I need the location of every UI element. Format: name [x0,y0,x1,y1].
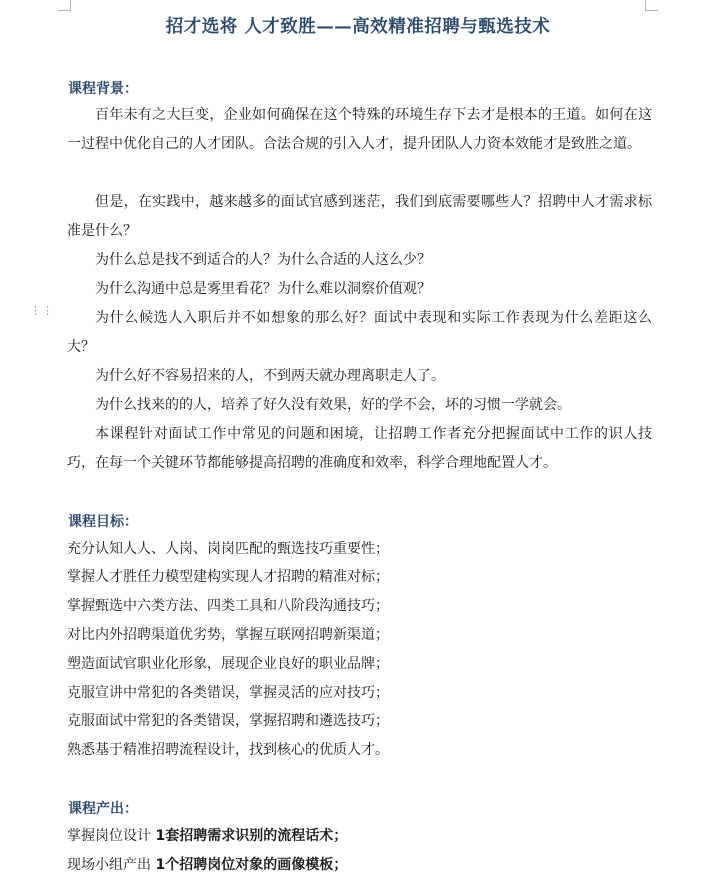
background-heading: 课程背景： [68,81,138,97]
outputs-heading: 课程产出： [68,801,138,817]
background-paragraph: 为什么候选人入职后并不如想象的那么好？面试中表现和实际工作表现为什么差距这么大？ [67,310,652,355]
goal-item: 掌握人才胜任力模型建构实现人才招聘的精准对标； [67,569,389,585]
drag-handle-icon[interactable]: ⋮⋮ [30,304,54,317]
background-paragraph: 但是，在实践中，越来越多的面试官感到迷茫，我们到底需要哪些人？招聘中人才需求标准是什么？ [67,194,652,239]
output-item-bold: 1套招聘需求识别的流程话术； [155,828,348,844]
background-paragraph: 为什么沟通中总是雾里看花？为什么难以洞察价值观？ [95,281,431,297]
output-item [67,826,347,846]
goal-item: 克服宣讲中常犯的各类错误，掌握灵活的应对技巧； [67,685,389,701]
background-paragraph: 为什么总是找不到适合的人？为什么合适的人这么少？ [95,252,431,268]
output-item-bold: 1个招聘岗位对象的画像模板； [155,857,348,873]
goal-item: 塑造面试官职业化形象，展现企业良好的职业品牌； [67,656,389,672]
page-corner-mark-left [58,0,71,11]
goal-item: 克服面试中常犯的各类错误，掌握招聘和遴选技巧； [67,713,389,729]
goal-item: 对比内外招聘渠道优劣势，掌握互联网招聘新渠道； [67,627,389,643]
goal-item: 充分认知人人、人岗、岗岗匹配的甄选技巧重要性； [67,541,389,557]
goal-item: 掌握甄选中六类方法、四类工具和八阶段沟通技巧； [67,598,389,614]
background-paragraph: 为什么好不容易招来的人，不到两天就办理离职走人了。 [95,368,445,384]
background-paragraph: 本课程针对面试工作中常见的问题和困境，让招聘工作者充分把握面试中工作的识人技巧，在每一个关键环节都能够提高招聘的准确度和效率，科学合理地配置人才。 [67,426,652,471]
output-item-prefix: 现场小组产出 [67,857,156,873]
goals-heading: 课程目标： [68,514,138,530]
document-title: 招才选将 人才致胜——高效精准招聘与甄选技术 [165,17,551,37]
output-item-prefix: 掌握岗位设计 [67,828,156,844]
output-item [67,855,347,875]
goal-item: 熟悉基于精准招聘流程设计，找到核心的优质人才。 [67,742,389,758]
background-paragraph: 为什么找来的的人，培养了好久没有效果，好的学不会，坏的习惯一学就会。 [95,397,571,413]
page-corner-mark-right [645,0,658,11]
background-paragraph: 百年未有之大巨变，企业如何确保在这个特殊的环境生存下去才是根本的王道。如何在这一过程中优化自己的人才团队。合法合规的引入人才，提升团队人力资本效能才是致胜之道。 [67,107,652,152]
